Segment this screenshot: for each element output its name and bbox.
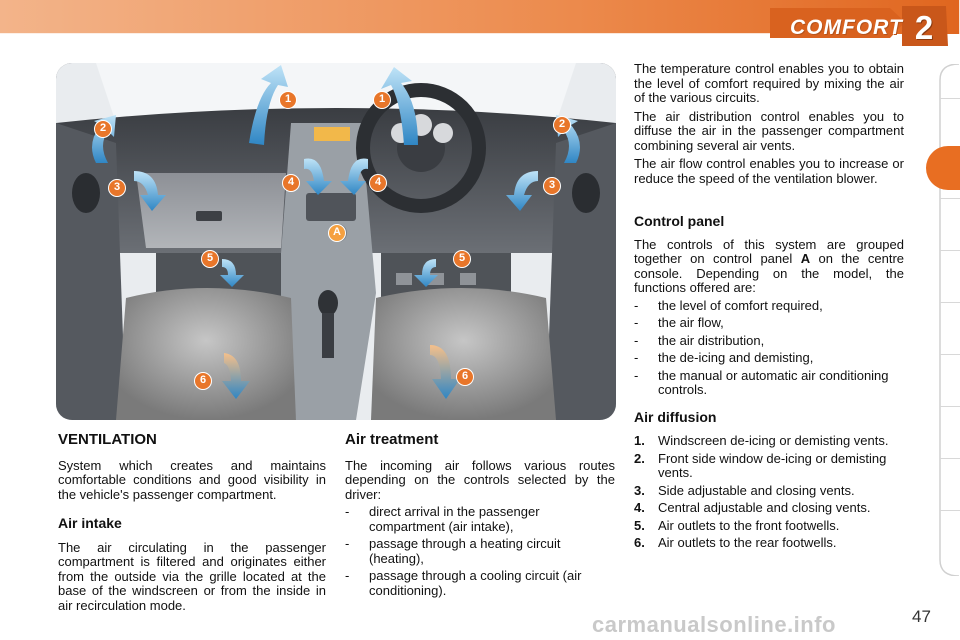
tab-4[interactable] (940, 250, 960, 303)
chapter-title: COMFORT (790, 16, 903, 39)
left-column (58, 433, 326, 613)
air-intake-heading: Air intake (58, 515, 122, 531)
list-item (634, 452, 904, 481)
list-item (634, 434, 904, 449)
list-item (634, 484, 904, 499)
air-treatment-heading: Air treatment (345, 431, 439, 448)
item-text: Front side window de-icing or demisting vents. (658, 450, 887, 480)
air-treatment-intro: The incoming air follows various routes depending on the controls selected by the driver: (345, 457, 615, 502)
list-item: - the level of comfort required, (634, 299, 904, 314)
air-intake-text: The air circulating in the passenger compartment is filtered and originates either from the outside via the grille located at the base of the windscreen or from the inside in air recirculation mode. (58, 539, 326, 613)
watermark: carmanualsonline.info (592, 612, 836, 637)
tab-7[interactable] (940, 406, 960, 459)
marker-vent-1: 1 (373, 91, 391, 109)
ventilation-heading: VENTILATION (58, 431, 157, 448)
item-text: Windscreen de-icing or demisting vents. (658, 433, 889, 448)
marker-vent-6: 6 (456, 368, 474, 386)
list-item: - direct arrival in the passenger compartment (air intake), (345, 505, 615, 534)
control-panel-text (634, 238, 904, 296)
chapter-number: 2 (914, 9, 934, 46)
control-panel-letter: A (800, 251, 811, 266)
marker-vent-3: 3 (543, 177, 561, 195)
marker-vent-1: 1 (279, 91, 297, 109)
tab-1[interactable] (940, 98, 960, 151)
list-item (634, 536, 904, 551)
air-treatment-list (345, 505, 615, 598)
list-item (634, 519, 904, 534)
tab-9[interactable] (940, 510, 960, 563)
distribution-control-text: The air distribution control enables you to diffuse the air in the passenger compartment combining several air vents. (634, 108, 904, 153)
marker-vent-4: 4 (369, 174, 387, 192)
marker-vent-6: 6 (194, 372, 212, 390)
list-item: - the manual or automatic air conditioning controls. (634, 369, 904, 398)
marker-vent-3: 3 (108, 179, 126, 197)
flow-control-text: The air flow control enables you to increase or reduce the speed of the ventilation blower. (634, 156, 904, 186)
control-panel-text-end: on the centre console. Depending on the model, the functions offered are: (634, 251, 905, 295)
marker-vent-5: 5 (201, 250, 219, 268)
tab-6[interactable] (940, 354, 960, 407)
item-number: 6. (634, 535, 645, 550)
control-panel-heading: Control panel (634, 213, 725, 229)
chapter-tabs (926, 64, 960, 576)
marker-control-panel-a: A (328, 224, 346, 242)
list-item: - the air distribution, (634, 334, 904, 349)
list-item: - the de-icing and demisting, (634, 351, 904, 366)
list-item: - the air flow, (634, 316, 904, 331)
tab-5[interactable] (940, 302, 960, 355)
control-functions-list (634, 299, 904, 398)
list-item: - passage through a heating circuit (heating), (345, 537, 615, 566)
control-panel-text-start: The controls of this system are grouped together on control panel (634, 236, 904, 266)
marker-vent-2: 2 (553, 116, 571, 134)
item-text: Air outlets to the front footwells. (658, 517, 840, 533)
ventilation-intro: System which creates and maintains comfortable conditions and good visibility in the vehicle's passenger compartment. (58, 457, 326, 502)
list-item (634, 501, 904, 516)
right-column (634, 62, 904, 554)
item-text: Air outlets to the rear footwells. (658, 535, 837, 550)
item-text: Central adjustable and closing vents. (658, 500, 871, 515)
item-text: Side adjustable and closing vents. (658, 482, 855, 498)
item-number: 5. (634, 517, 645, 533)
item-number: 3. (634, 482, 645, 498)
marker-vent-4: 4 (282, 174, 300, 192)
air-diffusion-heading: Air diffusion (634, 408, 717, 425)
page-header (0, 0, 960, 46)
middle-column (345, 433, 615, 598)
temperature-control-text: The temperature control enables you to obtain the level of comfort required by mixing the air of the various circuits. (634, 61, 904, 105)
marker-vent-5: 5 (453, 250, 471, 268)
air-diffusion-list (634, 434, 904, 551)
tab-8[interactable] (940, 458, 960, 511)
list-item: - passage through a cooling circuit (air conditioning). (345, 569, 615, 598)
ventilation-illustration (56, 63, 616, 420)
marker-vent-2: 2 (94, 120, 112, 138)
tab-3[interactable] (940, 198, 960, 251)
item-number: 1. (634, 433, 645, 448)
item-number: 2. (634, 450, 645, 466)
item-number: 4. (634, 500, 645, 515)
page-number: 47 (912, 607, 931, 626)
